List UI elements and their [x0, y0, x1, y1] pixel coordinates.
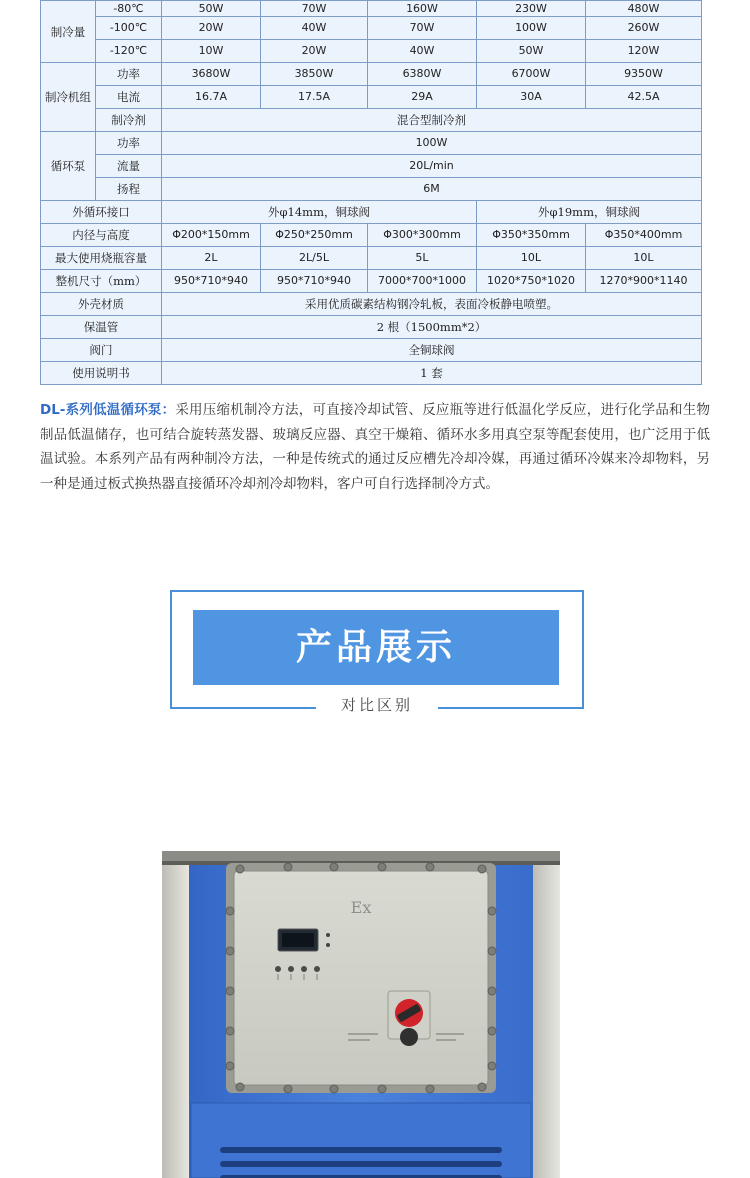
cooling-capacity-label: 制冷量	[41, 1, 96, 63]
table-row	[41, 132, 702, 155]
value-cell: 120W	[586, 40, 702, 63]
table-row	[41, 224, 702, 247]
max-flask-label: 最大使用烧瓶容量	[41, 247, 162, 270]
value-cell: Φ300*300mm	[368, 224, 477, 247]
value-cell: 5L	[368, 247, 477, 270]
shell-value: 采用优质碳素结构钢冷轧板，表面冷板静电喷塑。	[162, 293, 702, 316]
manual-value: 1 套	[162, 362, 702, 385]
product-photo	[160, 851, 562, 1178]
table-row	[41, 17, 702, 40]
table-row	[41, 178, 702, 201]
value-cell: 260W	[586, 17, 702, 40]
value-cell: 6380W	[368, 63, 477, 86]
flow-label: 流量	[96, 155, 162, 178]
description-lead: DL-系列低温循环泵：	[40, 402, 176, 418]
table-row	[41, 362, 702, 385]
value-cell: 50W	[477, 40, 586, 63]
head-label: 扬程	[96, 178, 162, 201]
value-cell: 30A	[477, 86, 586, 109]
table-row	[41, 270, 702, 293]
value-cell: 70W	[261, 1, 368, 17]
temp-cell: -100℃	[96, 17, 162, 40]
value-cell: 10W	[162, 40, 261, 63]
table-row	[41, 40, 702, 63]
valve-label: 阀门	[41, 339, 162, 362]
value-cell: 3680W	[162, 63, 261, 86]
value-cell: 20W	[162, 17, 261, 40]
value-cell: 50W	[162, 1, 261, 17]
table-row	[41, 339, 702, 362]
value-cell: 10L	[477, 247, 586, 270]
inner-size-label: 内径与高度	[41, 224, 162, 247]
value-cell: 70W	[368, 17, 477, 40]
section-title: 产品展示	[193, 610, 559, 685]
value-cell: 10L	[586, 247, 702, 270]
value-cell: 230W	[477, 1, 586, 17]
value-cell: Φ350*400mm	[586, 224, 702, 247]
value-cell: 1270*900*1140	[586, 270, 702, 293]
table-row	[41, 63, 702, 86]
value-cell: 20W	[261, 40, 368, 63]
value-cell: 外φ14mm，铜球阀	[162, 201, 477, 224]
dimensions-label: 整机尺寸（mm）	[41, 270, 162, 293]
refrigerant-label: 制冷剂	[96, 109, 162, 132]
value-cell: Φ200*150mm	[162, 224, 261, 247]
table-row	[41, 316, 702, 339]
value-cell: 40W	[368, 40, 477, 63]
value-cell: Φ350*350mm	[477, 224, 586, 247]
section-subtitle: 对比区别	[316, 694, 438, 716]
value-cell: 2L/5L	[261, 247, 368, 270]
value-cell: 160W	[368, 1, 477, 17]
value-cell: 9350W	[586, 63, 702, 86]
value-cell: 950*710*940	[162, 270, 261, 293]
pump-power-label: 功率	[96, 132, 162, 155]
value-cell: 2L	[162, 247, 261, 270]
shell-label: 外壳材质	[41, 293, 162, 316]
valve-value: 全铜球阀	[162, 339, 702, 362]
ex-mark: Ex	[350, 898, 372, 917]
value-cell: 480W	[586, 1, 702, 17]
spec-table	[40, 0, 702, 385]
table-row	[41, 201, 702, 224]
refrigeration-unit-label: 制冷机组	[41, 63, 96, 132]
temp-cell: -120℃	[96, 40, 162, 63]
product-description	[40, 398, 710, 496]
table-row	[41, 293, 702, 316]
description-body: 采用压缩机制冷方法，可直接冷却试管、反应瓶等进行低温化学反应，进行化学品和生物制品低温储存，也可结合旋转蒸发器、玻璃反应器、真空干燥箱、循环水多用真空泵等配套使用，也广泛用于低温试验。本系列产品有两种制冷方法，一种是传统式的通过反应槽先冷却冷媒，再通过循环冷媒来冷却物料，另一种是通过板式换热器直接循环冷却剂冷却物料，客户可自行选择制冷方式。	[40, 402, 710, 492]
value-cell: 外φ19mm，铜球阀	[477, 201, 702, 224]
insulation-pipe-label: 保温管	[41, 316, 162, 339]
value-cell: 7000*700*1000	[368, 270, 477, 293]
pump-power-value: 100W	[162, 132, 702, 155]
value-cell: Φ250*250mm	[261, 224, 368, 247]
head-value: 6M	[162, 178, 702, 201]
value-cell: 16.7A	[162, 86, 261, 109]
value-cell: 42.5A	[586, 86, 702, 109]
table-row	[41, 86, 702, 109]
flow-value: 20L/min	[162, 155, 702, 178]
value-cell: 1020*750*1020	[477, 270, 586, 293]
manual-label: 使用说明书	[41, 362, 162, 385]
value-cell: 29A	[368, 86, 477, 109]
value-cell: 950*710*940	[261, 270, 368, 293]
value-cell: 3850W	[261, 63, 368, 86]
value-cell: 40W	[261, 17, 368, 40]
value-cell: 6700W	[477, 63, 586, 86]
circulation-pump-label: 循环泵	[41, 132, 96, 201]
value-cell: 100W	[477, 17, 586, 40]
temp-cell: -80℃	[96, 1, 162, 17]
value-cell: 17.5A	[261, 86, 368, 109]
insulation-pipe-value: 2 根（1500mm*2）	[162, 316, 702, 339]
refrigerant-value: 混合型制冷剂	[162, 109, 702, 132]
current-label: 电流	[96, 86, 162, 109]
table-row	[41, 247, 702, 270]
table-row	[41, 155, 702, 178]
table-row	[41, 109, 702, 132]
power-label: 功率	[96, 63, 162, 86]
external-interface-label: 外循环接口	[41, 201, 162, 224]
table-row	[41, 1, 702, 17]
